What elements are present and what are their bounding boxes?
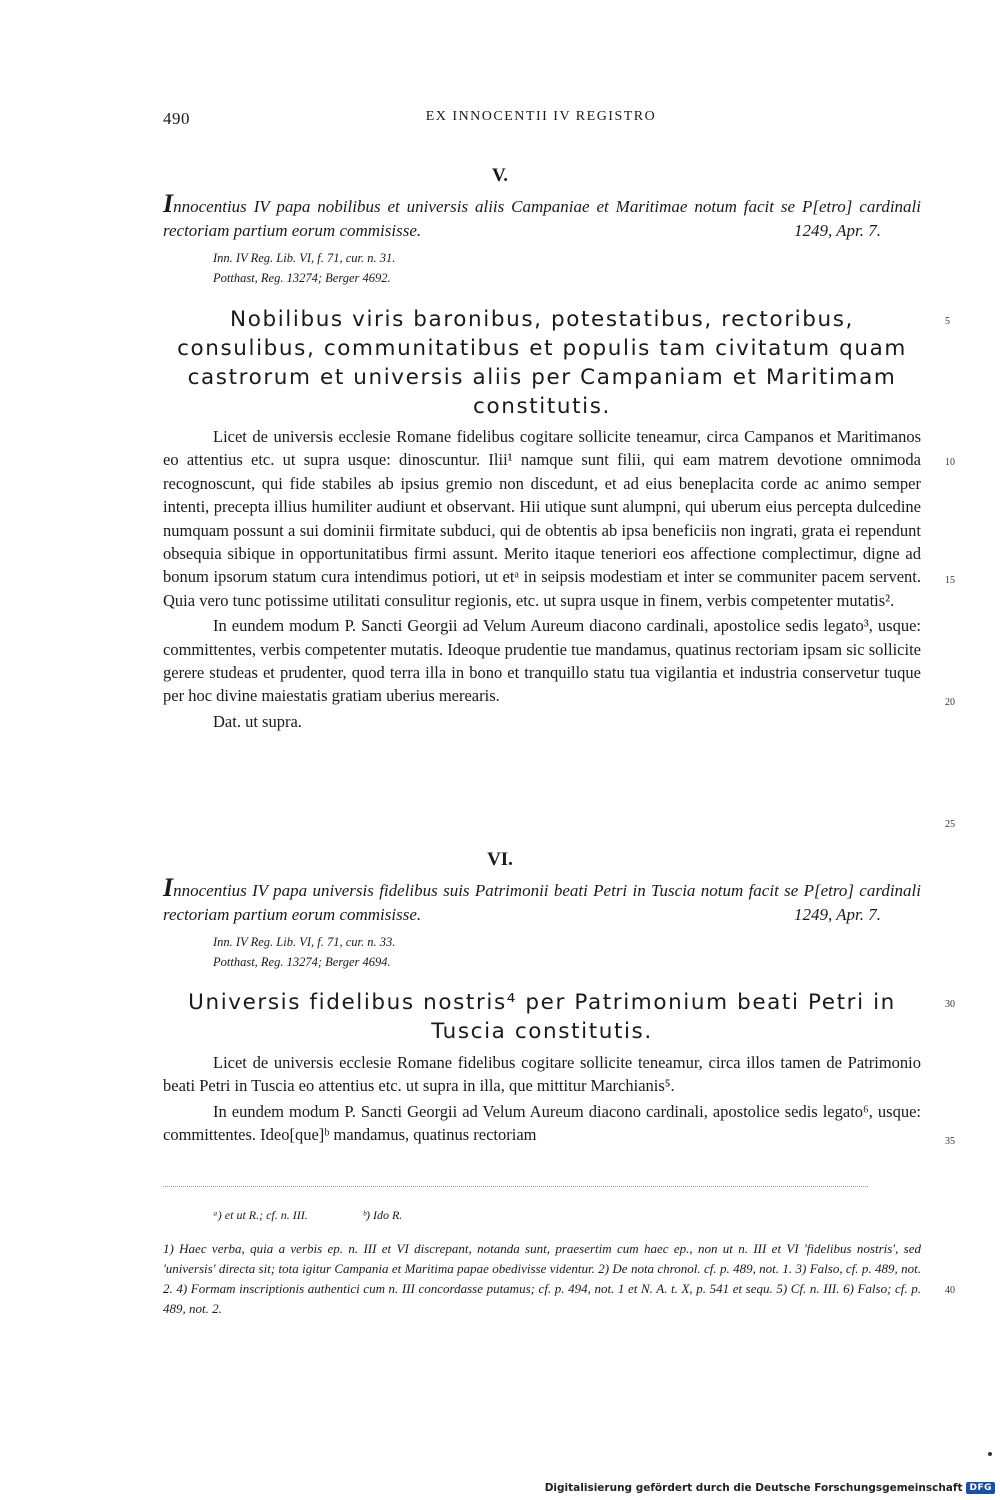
section-vi-address: Universis fidelibus nostris⁴ per Patrimonium beati Petri in Tuscia constitutis. xyxy=(188,990,896,1044)
line-number-30: 30 xyxy=(945,999,955,1010)
body-paragraph: In eundem modum P. Sancti Georgii ad Velum Aureum diacono cardinali, apostolice sedis legato⁶, usque: committentes. Ideo[que]ᵇ mandamus, quatinus rectoriam xyxy=(163,1101,921,1145)
line-number-20: 20 xyxy=(945,697,955,708)
line-number-15: 15 xyxy=(945,575,955,586)
textual-notes xyxy=(213,1208,454,1223)
summary-date: 1249, Apr. 7. xyxy=(793,221,881,240)
section-v-address: Nobilibus viris baronibus, potestatibus, rectoribus, consulibus, communitatibus et populis tam civitatum quam castrorum et universis aliis per Campaniam et Maritimam constitutis. xyxy=(177,307,907,419)
summary-initial: I xyxy=(163,873,174,902)
section-vi-references xyxy=(213,932,863,972)
reference-register: Inn. IV Reg. Lib. VI, f. 71, cur. n. 33. xyxy=(213,935,396,949)
scan-mark xyxy=(988,1452,992,1456)
digitization-text: Digitalisierung gefördert durch die Deutsche Forschungsgemeinschaft xyxy=(544,1482,963,1494)
section-vi-body xyxy=(163,1051,921,1147)
digitization-footer xyxy=(545,1482,995,1494)
reference-register: Inn. IV Reg. Lib. VI, f. 71, cur. n. 31. xyxy=(213,251,396,265)
reference-potthast: Potthast, Reg. 13274; Berger 4694. xyxy=(213,955,391,969)
section-v-references xyxy=(213,248,863,288)
body-paragraph: Licet de universis ecclesie Romane fidelibus cogitare sollicite teneamur, circa Campanos et Maritimanos eo attentius etc. ut supra usque: dinoscuntur. Ilii¹ namque sunt filii, qui eam matrem devotione omnimoda recognoscunt, qui fide stabiles ab ipsius gremio non discedunt, et ad eius beneplacita corde ac animo semper intenti, precepta illius humiliter audiunt et observant. Hii utique sunt alumpni, qui uberum eius percepta dulcedine numquam possunt a sui dominii firmitate subduci, qui de obtentis ab ipsa beneficiis non ingrati, grata ei rependunt obsequia sibique in opportunitatibus firmi assunt. Merito itaque teneriori eos affectione complectimur, digne ad bonum ipsorum statum cura intendimus potiori, ut etᵃ in seipsis modestiam et inter se communiter pacem servent. Quia vero tunc potissime utilitati consulitur regionis, etc. ut supra usque in finem, verbis competenter mutatis². xyxy=(163,427,921,610)
note-b: ᵇ) Ido R. xyxy=(362,1208,403,1222)
footnotes: 1) Haec verba, quia a verbis ep. n. III et VI discrepant, notanda sunt, praesertim cum haec ep., non ut n. III et VI 'fidelibus nostris', sed 'universis' directa sit; tota igitur Campania et Maritima papae obedivisse videntur. 2) De nota chronol. cf. p. 489, not. 1. 3) Falso, cf. p. 489, not. 2. 4) Formam inscriptionis authentici cum n. III concordasse putamus; cf. p. 494, not. 1 et N. A. t. X, p. 541 et sequ. 5) Cf. n. III. 6) Falso; cf. p. 489, not. 2. xyxy=(163,1241,921,1316)
running-head-text: EX INNOCENTII IV REGISTRO xyxy=(425,109,657,124)
body-paragraph: Licet de universis ecclesie Romane fidelibus cogitare sollicite teneamur, circa illos tamen de Patrimonio beati Petri in Tuscia eo attentius etc. ut supra in illa, que mittitur Marchianis⁵. xyxy=(163,1053,921,1096)
summary-text: nnocentius IV papa universis fidelibus suis Patrimonii beati Petri in Tuscia notum facit se P[etro] cardinali rectoriam partium eorum commisisse. xyxy=(163,881,921,924)
body-paragraph: Dat. ut supra. xyxy=(213,711,302,731)
reference-potthast: Potthast, Reg. 13274; Berger 4692. xyxy=(213,271,391,285)
line-number-35: 35 xyxy=(945,1136,955,1147)
section-number-v: V. xyxy=(491,165,509,186)
dfg-logo: DFG xyxy=(966,1482,995,1494)
section-v-body xyxy=(163,425,921,733)
running-head xyxy=(0,109,1000,125)
page-number: 490 xyxy=(163,109,190,128)
note-a: ᵃ) et ut R.; cf. n. III. xyxy=(213,1208,308,1222)
footnote-rule xyxy=(163,1186,868,1187)
summary-date: 1249, Apr. 7. xyxy=(793,905,881,924)
body-paragraph: In eundem modum P. Sancti Georgii ad Velum Aureum diacono cardinali, apostolice sedis legato³, usque: committentes, verbis competenter mutatis. Ideoque prudentie tue mandamus, quatinus rectoriam ipsam sic sollicite gerere studeas et prudenter, quod terra illa in bono et tranquillo statu tua vigilantia et industria conservetur tuque per hoc divine maiestatis gratiam uberius merearis. xyxy=(163,616,921,706)
line-number-40: 40 xyxy=(945,1285,955,1296)
line-number-25: 25 xyxy=(945,819,955,830)
section-vi-summary xyxy=(163,873,921,927)
section-number-vi: VI. xyxy=(487,849,513,870)
section-v-summary xyxy=(163,189,921,243)
summary-initial: I xyxy=(163,189,174,218)
summary-text: nnocentius IV papa nobilibus et universis aliis Campaniae et Maritimae notum facit se P[etro] cardinali rectoriam partium eorum commisisse. xyxy=(163,197,921,240)
line-number-5: 5 xyxy=(945,316,950,327)
line-number-10: 10 xyxy=(945,457,955,468)
